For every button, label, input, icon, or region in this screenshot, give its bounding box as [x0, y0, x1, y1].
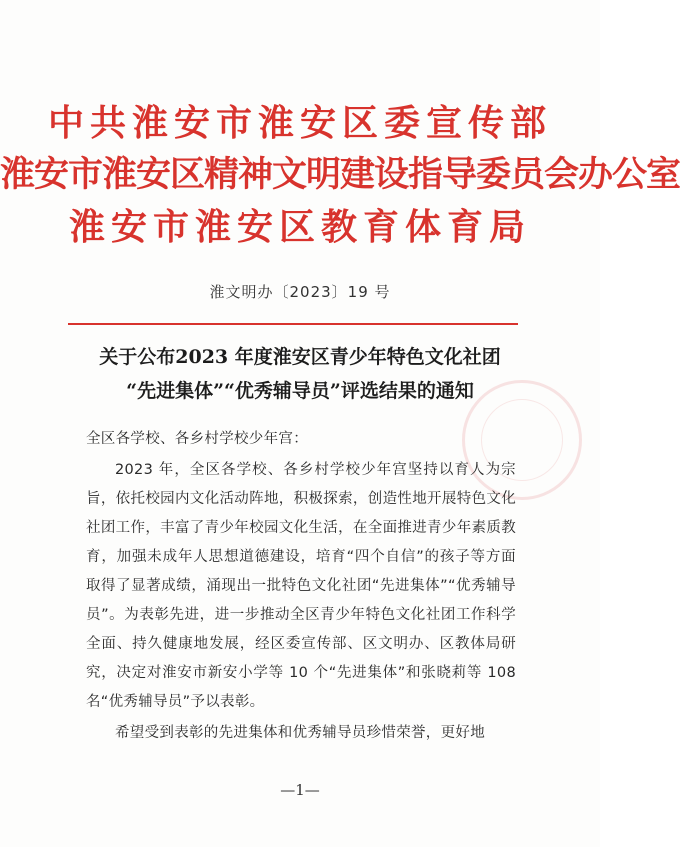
page-number: —1—	[280, 781, 320, 799]
notice-title-line-2: “先进集体”“优秀辅导员”评选结果的通知	[126, 380, 474, 402]
notice-title-line-1: 关于公布2023 年度淮安区青少年特色文化社团	[99, 346, 501, 368]
letterhead-line-2: 淮安市淮安区精神文明建设指导委员会办公室	[0, 154, 680, 195]
body-paragraph-2: 希望受到表彰的先进集体和优秀辅导员珍惜荣誉，更好地	[115, 725, 485, 741]
document-number: 淮文明办〔2023〕19 号	[209, 283, 391, 301]
red-divider	[68, 323, 518, 325]
letterhead-line-3: 淮安市淮安区教育体育局	[68, 206, 531, 248]
salutation: 全区各学校、各乡村学校少年宫：	[86, 431, 308, 447]
body-paragraph-1: 2023 年，全区各学校、各乡村学校少年宫坚持以育人为宗旨，依托校园内文化活动阵地，积极探索，创造性地开展特色文化社团工作，丰富了青少年校园文化生活，在全面推进青少年素质教育，加强未成年人思想道德建设，培育“四个自信”的孩子等方面取得了显著成绩，涌现出一批特色文化社团“先进集体”“优秀辅导员”。为表彰先进，进一步推动全区青少年特色文化社团工作科学全面、持久健康地发展，经区委宣传部、区文明办、区教体局研究，决定对淮安市新安小学等 10 个“先进集体”和张晓莉等 108 名“优秀辅导员”予以表彰。	[86, 462, 516, 710]
letterhead-line-1: 中共淮安市淮安区委宣传部	[47, 102, 552, 144]
